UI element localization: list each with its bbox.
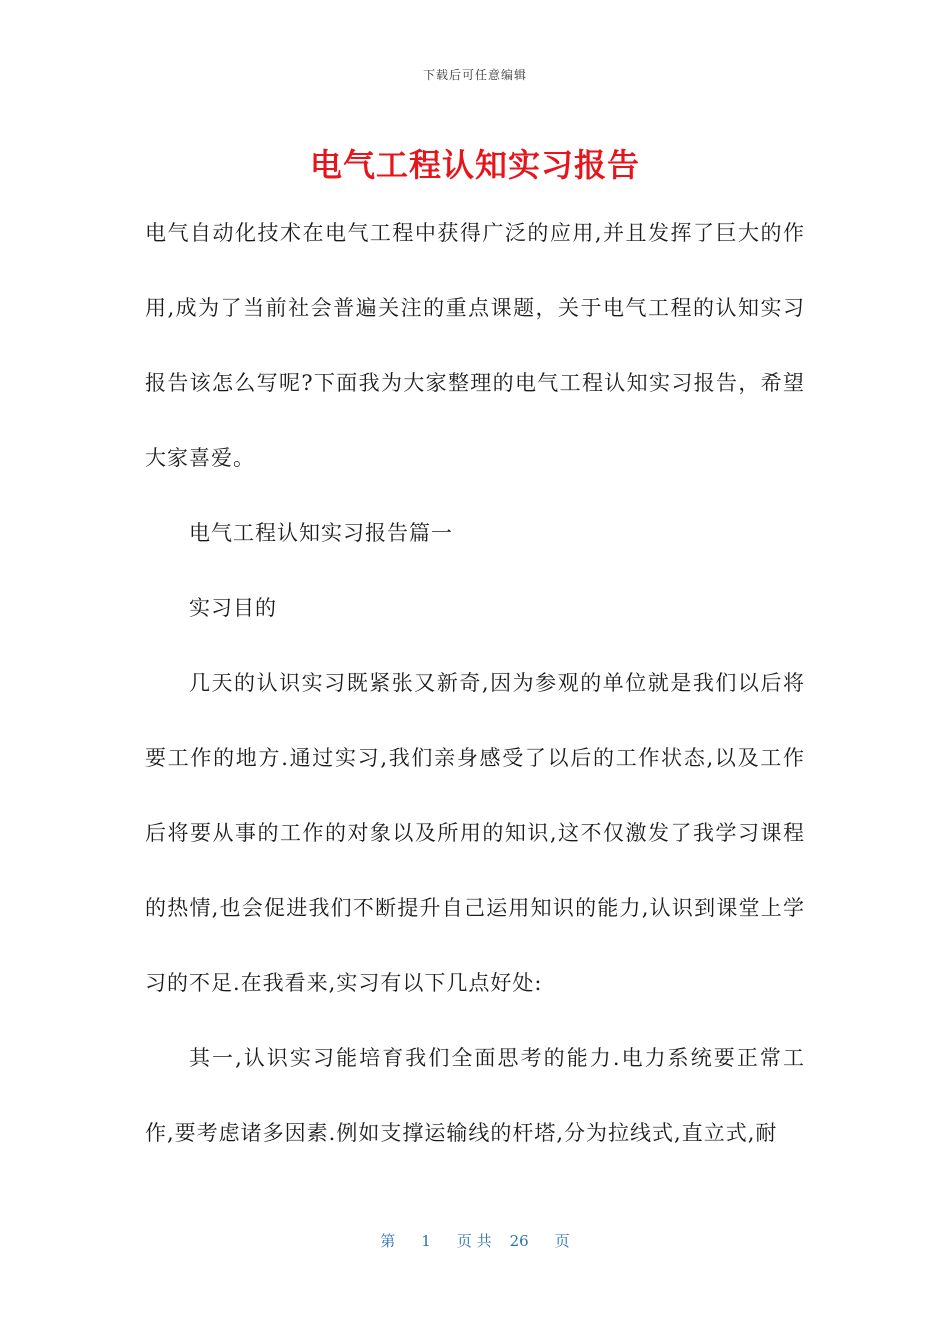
subsection-heading: 实习目的 bbox=[189, 596, 277, 620]
page-current: 1 bbox=[421, 1232, 431, 1250]
paragraph-intro: 电气自动化技术在电气工程中获得广泛的应用,并且发挥了巨大的作用,成为了当前社会普遍关注的重点课题，关于电气工程的认知实习报告该怎么写呢?下面我为大家整理的电气工程认知实习报告，希望大家喜爱。 bbox=[145, 221, 805, 470]
page-prefix: 第 bbox=[380, 1232, 396, 1250]
section-heading: 电气工程认知实习报告篇一 bbox=[189, 521, 453, 545]
page-total: 26 bbox=[509, 1232, 529, 1250]
page-footer bbox=[0, 1230, 950, 1251]
page-suffix: 页 bbox=[554, 1232, 570, 1250]
paragraph-body: 几天的认识实习既紧张又新奇,因为参观的单位就是我们以后将要工作的地方.通过实习,我们亲身感受了以后的工作状态,以及工作后将要从事的工作的对象以及所用的知识,这不仅激发了我学习课程的热情,也会促进我们不断提升自己运用知识的能力,认识到课堂上学习的不足.在我看来,实习有以下几点好处: bbox=[145, 671, 805, 995]
page-middle: 页 共 bbox=[456, 1232, 492, 1250]
document-body bbox=[145, 196, 805, 1171]
paragraph-body: 其一,认识实习能培育我们全面思考的能力.电力系统要正常工作,要考虑诸多因素.例如支撑运输线的杆塔,分为拉线式,直立式,耐 bbox=[145, 1046, 805, 1145]
document-title: 电气工程认知实习报告 bbox=[309, 146, 640, 184]
header-note: 下载后可任意编辑 bbox=[422, 68, 527, 82]
